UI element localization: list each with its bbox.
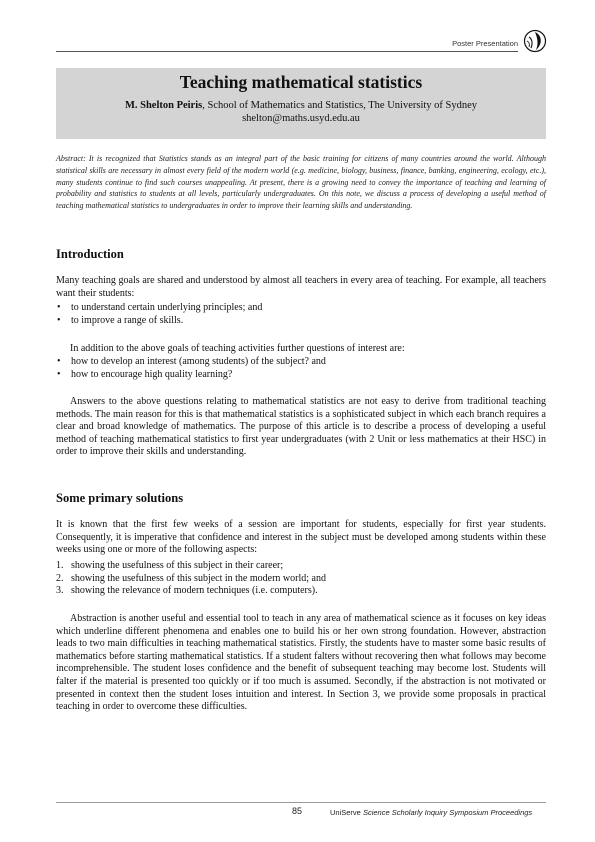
- section-heading-primary-solutions: Some primary solutions: [56, 491, 184, 505]
- list-item: • to understand certain underlying principles; and: [56, 302, 546, 315]
- author-email: shelton@maths.usyd.edu.au: [242, 113, 360, 124]
- list-item: • how to develop an interest (among students) of the subject? and: [56, 356, 546, 369]
- list-item: • how to encourage high quality learning?: [56, 369, 546, 382]
- solutions-numbered-list: [56, 560, 546, 598]
- running-header-label: Poster Presentation: [452, 39, 518, 48]
- list-text: showing the usefulness of this subject in their career;: [71, 560, 284, 571]
- intro-paragraph-1: Many teaching goals are shared and understood by almost all teachers in every area of teaching. For example, all teachers want their students:: [56, 275, 546, 299]
- intro-bullet-list-2: [56, 356, 546, 381]
- author-line: [56, 99, 546, 112]
- list-number: 2.: [56, 572, 64, 584]
- list-item: [56, 585, 546, 598]
- section-heading-introduction: Introduction: [56, 247, 124, 261]
- header-rule: [56, 51, 518, 52]
- intro-bullet-list-1: [56, 302, 546, 327]
- intro-paragraph-3: Answers to the above questions relating to mathematical statistics are not easy to derive from traditional teaching methods. The main reason for this is that mathematical statistics is a sophisticated subject in which each branch requires a clear and broad knowledge of mathematics. The purpose of this article is to describe a process of developing a useful method of teaching mathematical statistics to first year undergraduates (with 2 Unit or less mathematics at their HSC) in order to improve their skills and understanding.: [56, 396, 546, 458]
- footer-proceedings-title: Science Scholarly Inquiry Symposium Proceedings: [362, 808, 533, 817]
- list-number: 3.: [56, 585, 64, 597]
- list-item: [56, 560, 546, 573]
- author-affiliation: , School of Mathematics and Statistics, The University of Sydney: [202, 100, 478, 111]
- intro-paragraph-2: In addition to the above goals of teaching activities further questions of interest are:: [70, 343, 405, 354]
- list-item: [56, 573, 546, 586]
- abstract: Abstract: It is recognized that Statistics stands as an integral part of the basic training for citizens of many countries around the world. Although statistical skills are necessary in almost every field of the modern world (e.g. medicine, biology, business, finance, banking, engineering, ecology, etc.), many students continue to find such courses unappealing. At present, there is a growing need to convey the importance of teaching and learning of probability and statistics to students at all levels, particularly undergraduates. On this note, we discuss a process of developing a useful method of teaching mathematical statistics to undergraduates in order to improve their learning skills and understanding.: [56, 154, 546, 211]
- list-text: showing the usefulness of this subject in the modern world; and: [71, 572, 326, 584]
- footer-rule: [56, 802, 546, 803]
- paper-title: Teaching mathematical statistics: [179, 72, 423, 92]
- page-number: 85: [292, 806, 303, 816]
- list-number: 1.: [56, 560, 64, 571]
- list-item: • to improve a range of skills.: [56, 315, 546, 328]
- title-block: [56, 68, 546, 139]
- solutions-paragraph-1: It is known that the first few weeks of a session are important for students, especially for first year students. Consequently, it is imperative that confidence and interest in the subject must be developed among students within these weeks using one or more of the following aspects:: [56, 519, 546, 556]
- solutions-paragraph-2: Abstraction is another useful and essential tool to teach in any area of mathematical science as it focuses on key ideas which underline different phenomena and enables one to build his or her own strong foundation. However, abstraction leads to two main difficulties in teaching mathematical statistics. Firstly, the students have to master some basic results of mathematics before starting mathematical statistics. If a student falters without recovering then what follows may become incomprehensible. The student loses confidence and the benefit of subsequent teaching may become lost. Students will falter if the material is presented too quickly or if too much is assumed. Secondly, if the abstraction is not motivated or presented in context then the student loses intuition and interest. In Section 3, we provide some proposals in practical teaching in order to overcome these difficulties.: [56, 613, 546, 713]
- swirl-logo-icon: [523, 29, 547, 53]
- footer-org: UniServe: [330, 808, 363, 817]
- author-name: M. Shelton Peiris: [124, 100, 203, 111]
- footer-proceedings: [330, 808, 532, 817]
- list-text: showing the relevance of modern techniques (i.e. computers).: [71, 585, 318, 597]
